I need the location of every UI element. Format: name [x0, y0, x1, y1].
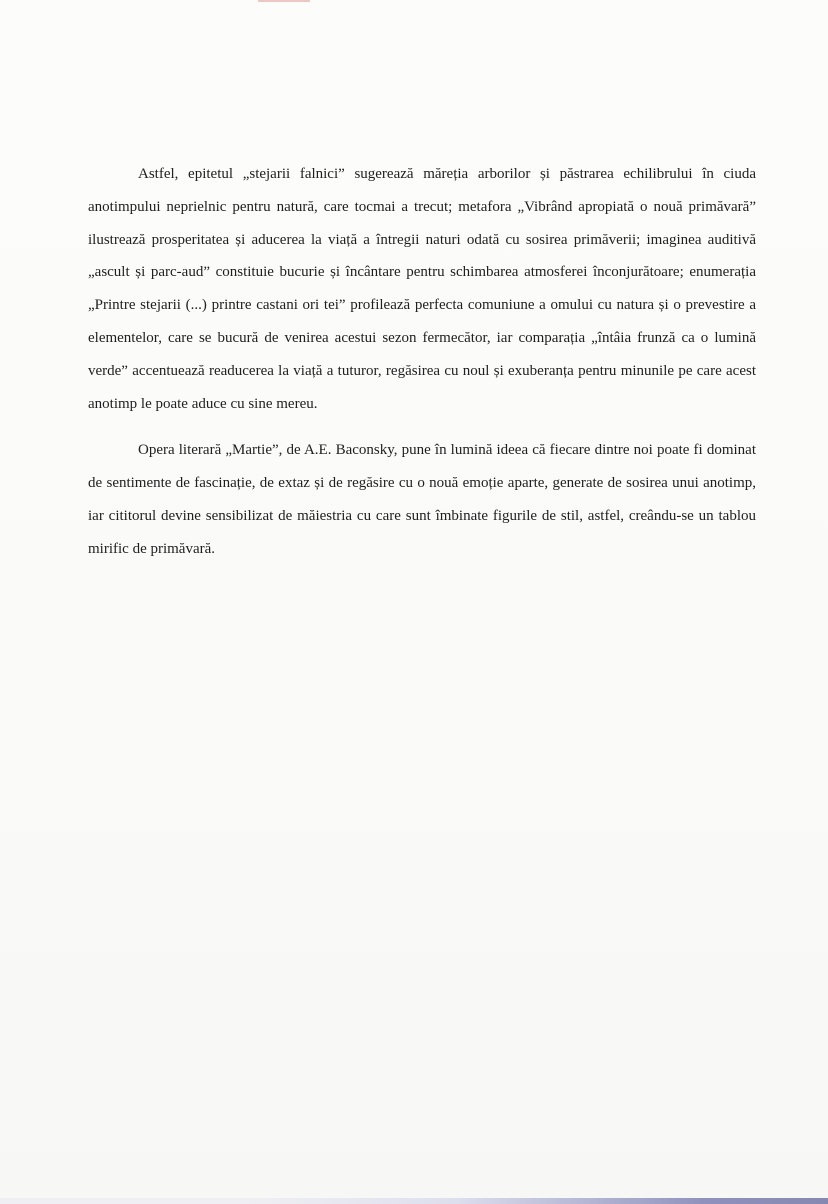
paragraph-analysis: Astfel, epitetul „stejarii falnici” sugerează măreția arborilor și păstrarea echilibrului în ciuda anotimpului neprielnic pentru natură, care tocmai a trecut; metafora „Vibrând apropiată o nouă primăvară” ilustrează prosperitatea și aducerea la viață a întregii naturi odată cu sosirea primăverii; imaginea auditivă „ascult și parc-aud” constituie bucurie și încântare pentru schimbarea atmosferei înconjurătoare; enumerația „Printre stejarii (...) printre castani ori tei” profilează perfecta comuniune a omului cu natura și o prevestire a elementelor, care se bucură de venirea acestui sezon fermecător, iar comparația „întâia frunză ca o lumină verde” accentuează readucerea la viață a tuturor, regăsirea cu noul și exuberanța pentru minunile pe care acest anotimp le poate aduce cu sine mereu.: [88, 166, 756, 412]
paragraph-conclusion: Opera literară „Martie”, de A.E. Baconsky, pune în lumină ideea că fiecare dintre noi poate fi dominat de sentimente de fascinație, de extaz și de regăsire cu o nouă emoție aparte, generate de sosirea unui anotimp, iar cititorul devine sensibilizat de măiestria cu care sunt îmbinate figurile de stil, astfel, creându-se un tablou mirific de primăvară.: [88, 442, 756, 557]
document-body: [88, 158, 756, 566]
page-edge-mark: [258, 0, 310, 2]
scan-edge-strip: [0, 1198, 828, 1204]
